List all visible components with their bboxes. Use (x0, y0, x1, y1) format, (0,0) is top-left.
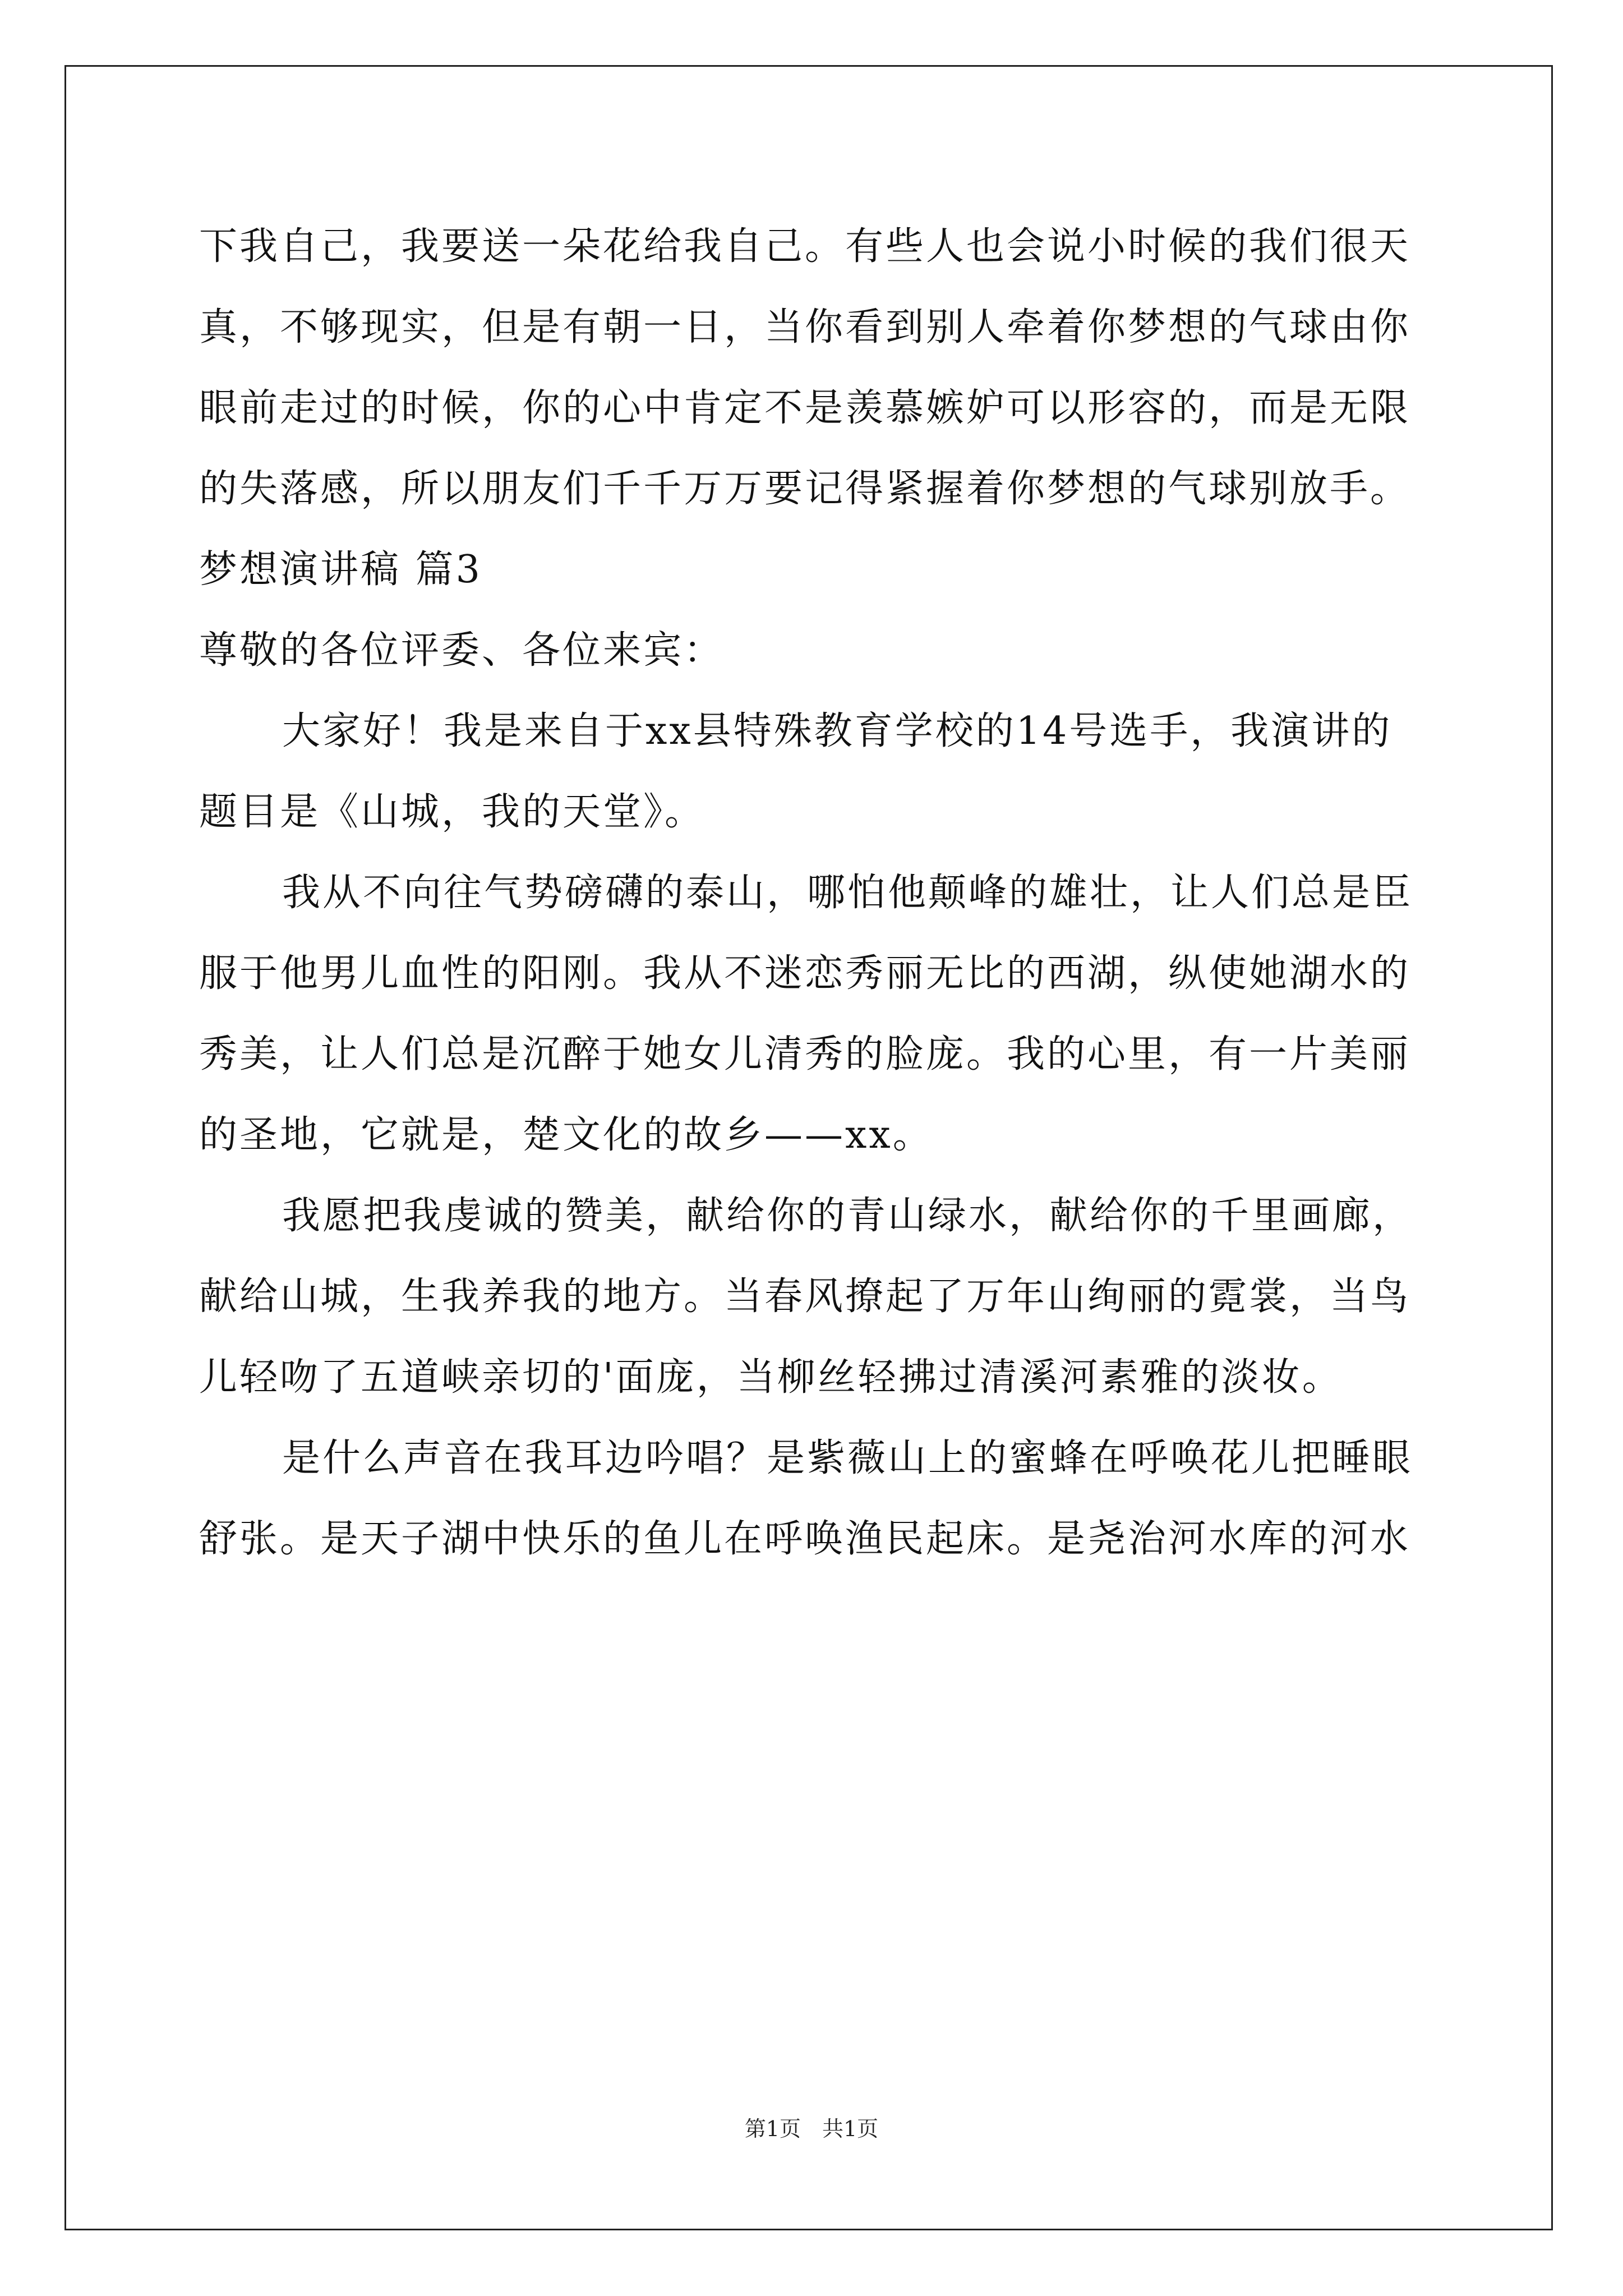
section-heading: 梦想演讲稿 篇3 (199, 547, 482, 592)
paragraph-start-line: 我从不向往气势磅礴的泰山，哪怕他颠峰的雄壮，让人们总是臣 (282, 871, 1413, 915)
paragraph-start-line: 我愿把我虔诚的赞美，献给你的青山绿水，献给你的千里画廊， (282, 1194, 1413, 1238)
text-line: 真，不够现实，但是有朝一日，当你看到别人牵着你梦想的气球由你 (199, 305, 1411, 349)
text-line: 下我自己，我要送一朵花给我自己。有些人也会说小时候的我们很天 (199, 224, 1411, 269)
text-line: 献给山城，生我养我的地方。当春风撩起了万年山绚丽的霓裳，当鸟 (199, 1274, 1411, 1319)
text-line: 眼前走过的时候，你的心中肯定不是羡慕嫉妒可以形容的，而是无限 (199, 386, 1411, 430)
text-line: 舒张。是天子湖中快乐的鱼儿在呼唤渔民起床。是尧治河水库的河水 (199, 1517, 1411, 1561)
paragraph-start-line: 是什么声音在我耳边吟唱？是紫薇山上的蜜蜂在呼唤花儿把睡眼 (282, 1436, 1413, 1480)
text-line: 儿轻吻了五道峡亲切的'面庞，当柳丝轻拂过清溪河素雅的淡妆。 (199, 1355, 1343, 1400)
text-line: 题目是《山城，我的天堂》。 (199, 790, 706, 834)
page-number-footer: 第1页 共1页 (744, 2116, 879, 2141)
text-line: 的失落感，所以朋友们千千万万要记得紧握着你梦想的气球别放手。 (199, 467, 1411, 511)
salutation: 尊敬的各位评委、各位来宾： (199, 628, 725, 673)
text-line: 服于他男儿血性的阳刚。我从不迷恋秀丽无比的西湖，纵使她湖水的 (199, 951, 1411, 996)
text-line: 的圣地，它就是，楚文化的故乡——xx。 (199, 1113, 933, 1157)
text-line: 秀美，让人们总是沉醉于她女儿清秀的脸庞。我的心里，有一片美丽 (199, 1032, 1411, 1076)
paragraph-start-line: 大家好！我是来自于xx县特殊教育学校的14号选手，我演讲的 (282, 709, 1393, 753)
